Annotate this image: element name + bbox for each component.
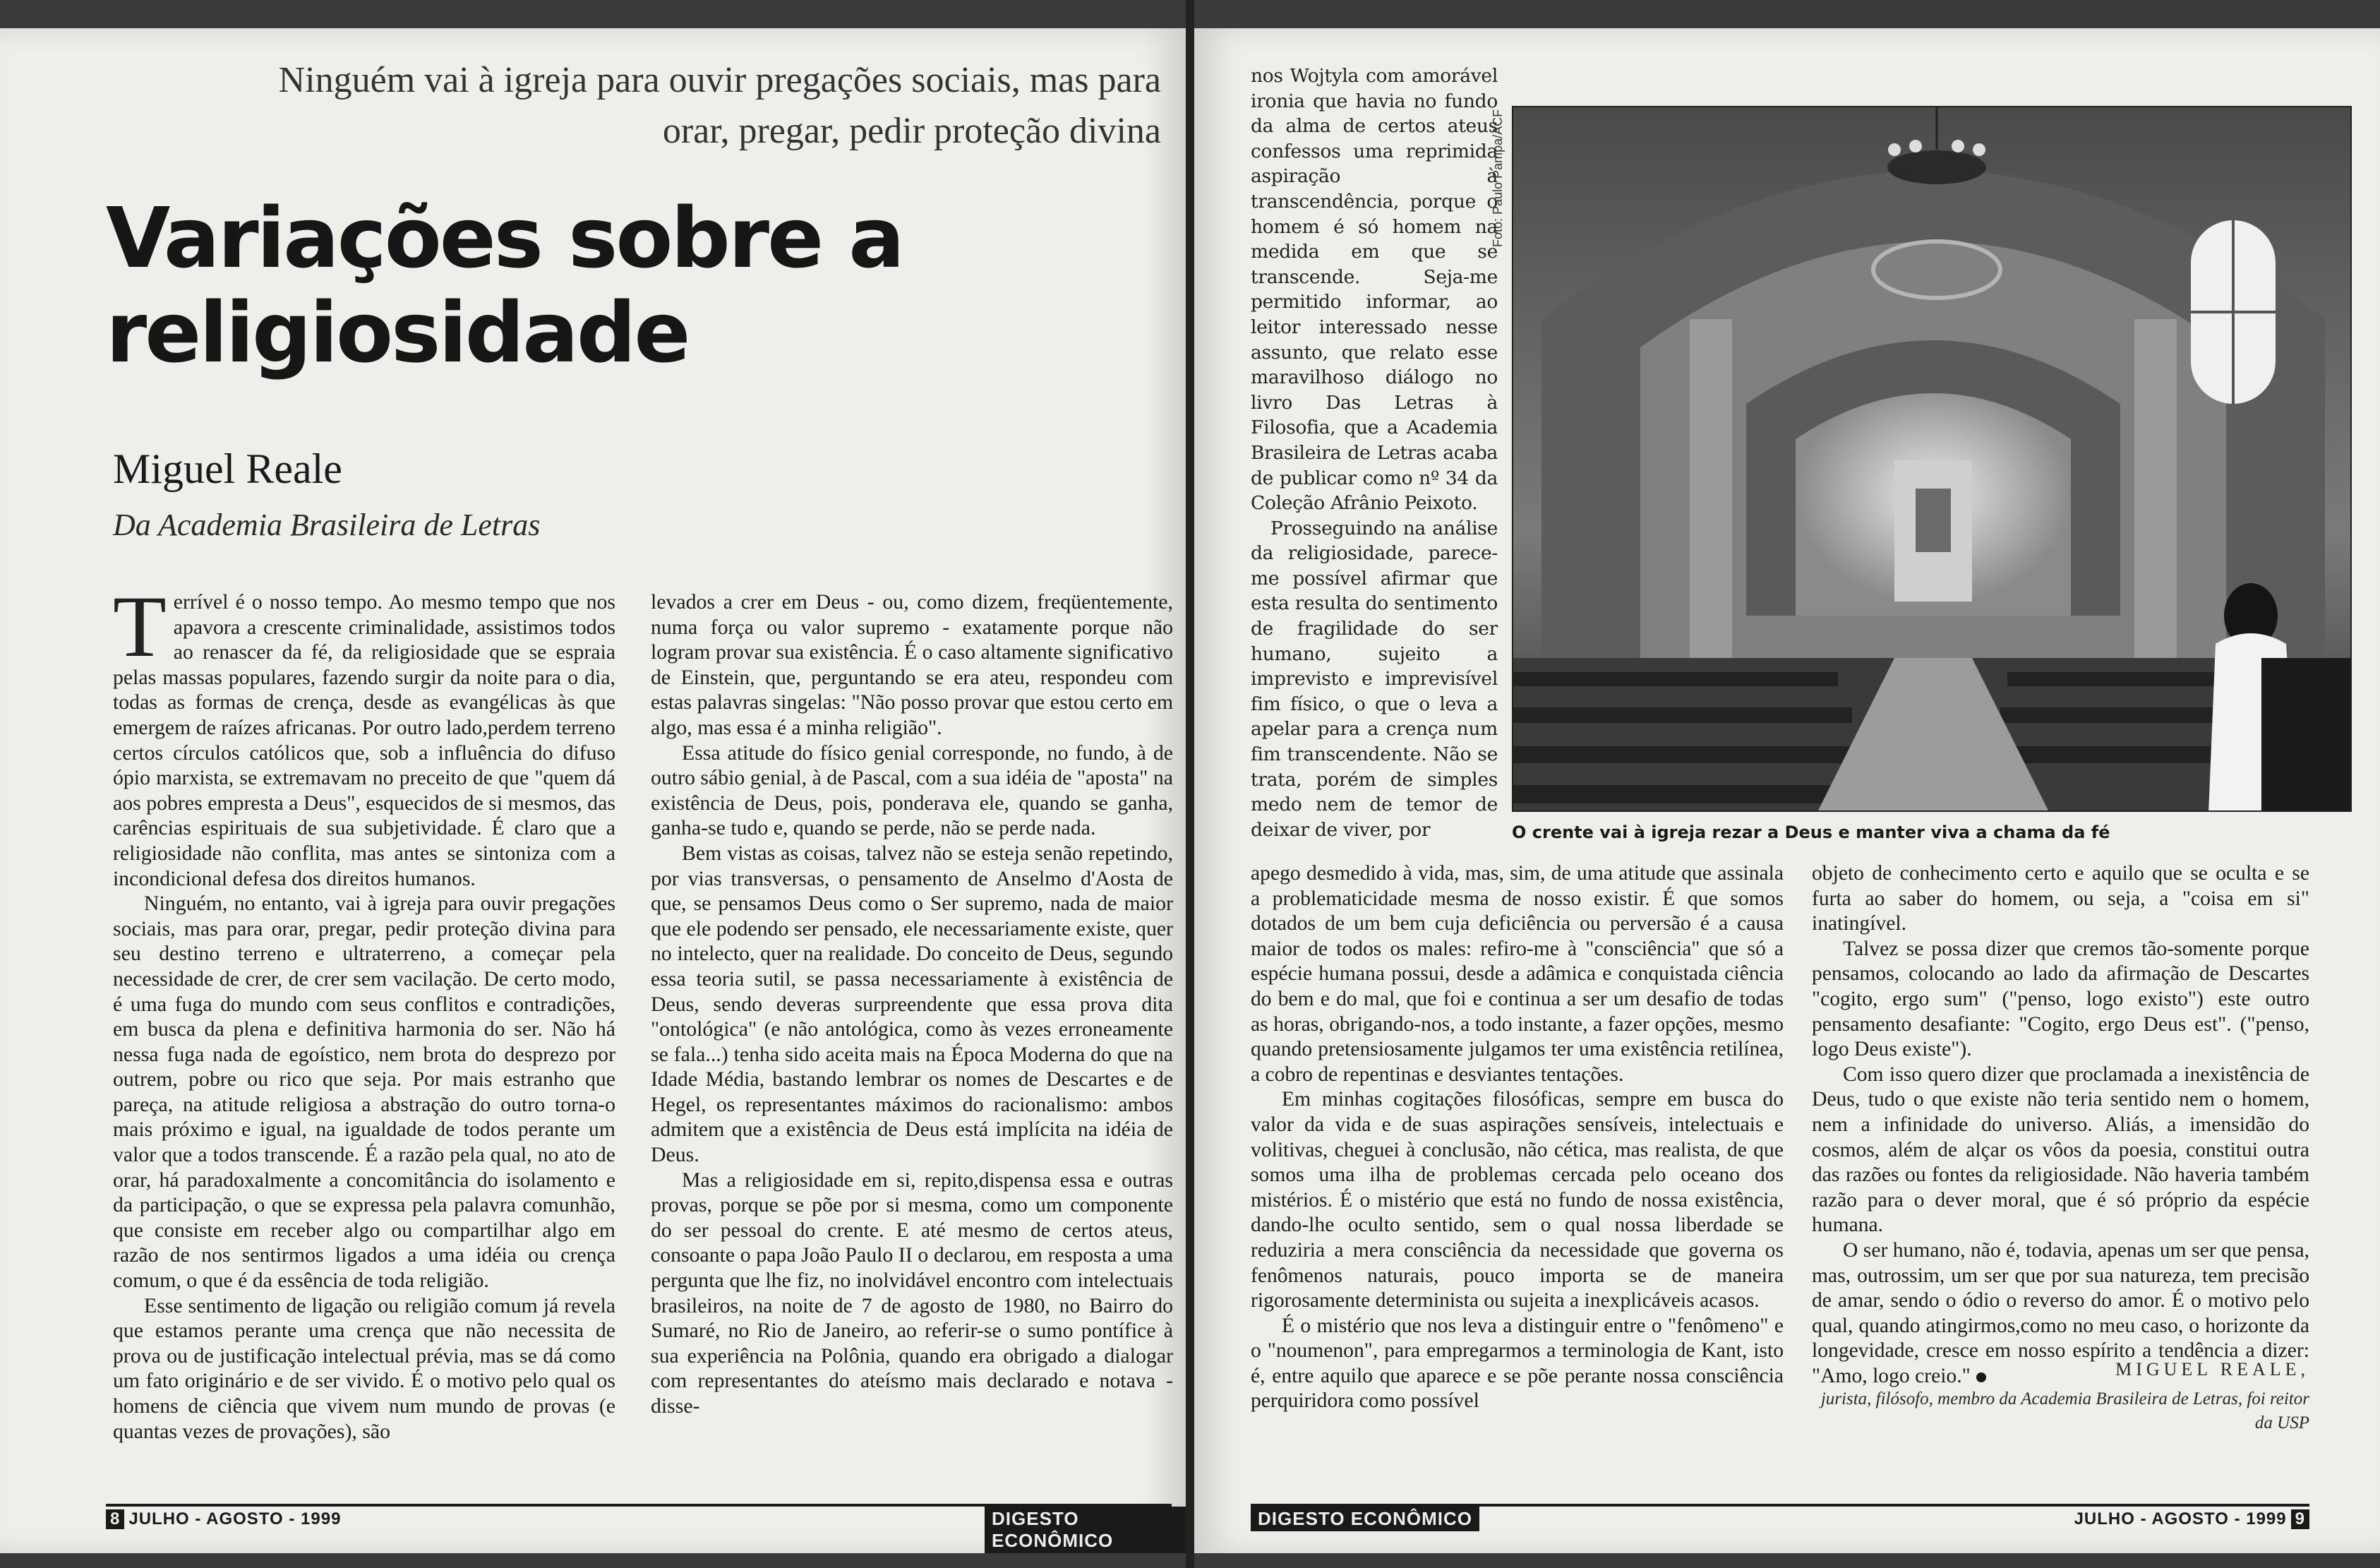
footer-left	[106, 1509, 341, 1529]
paragraph: Esse sentimento de ligação ou religião comum já revela que estamos perante uma crença que não necessita de prova ou de justificação intelectual prévia, mas se dá como um fato originário e de ser vivido. É o motivo pelo qual os homens de ciência que vivem num mundo de provas (e quantas vezes de provações), são	[113, 1293, 615, 1443]
paragraph: Bem vistas as coisas, talvez não se esteja senão repetindo, por vias transversas, o pensamento de Anselmo d'Aosta de que, se pensamos Deus como o Ser supremo, nada de maior que ele podendo ser pensado, ele necessariamente existe, quer no intelecto, quer na realidade. Do conceito de Deus, segundo essa teoria sutil, se passa necessariamente à existência de Deus, sendo deveras surpreendente que essa prova dita "ontológica" (e não antológica, como às vezes erroneamente se fala...) tenha sido aceita mais na Época Moderna do que na Idade Média, bastando lembrar os nomes de Descartes e de Hegel, os representantes máximos do racionalismo: ambos admitem que a existência de Deus está implícita na idéia de Deus.	[651, 841, 1173, 1167]
paragraph: Essa atitude do físico genial corresponde, no fundo, à de outro sábio genial, à de Pascal, com a sua idéia de "aposta" na existência de Deus, pois, ponderava ele, quando se ganha, ganha-se tudo e, quando se perde, não se perde nada.	[651, 741, 1173, 840]
photo-caption: O crente vai à igreja rezar a Deus e manter viva a chama da fé	[1512, 822, 2110, 842]
headline-line-2: religiosidade	[106, 284, 689, 381]
author-affiliation: Da Academia Brasileira de Letras	[113, 508, 541, 542]
paragraph: Terrível é o nosso tempo. Ao mesmo tempo que nos apavora a crescente criminalidade, assistimos todos ao renascer da fé, da religiosidade que se espraia pelas massas populares, fazendo surgir da noite para o dia, todas as formas de crença, desde as evangélicas às que emergem de raízes africanas. Por outro lado,perdem terreno certos círculos católicos que, sob a influência do difuso ópio marxista, se extremavam no preceito de que "quem dá aos pobres empresta a Deus", esquecidos de si mesmos, das carências espirituais de sua subjetividade. É claro que a religiosidade não conflita, mas antes se sintoniza com a incondicional defesa dos direitos humanos.	[113, 578, 615, 890]
article-column-2	[651, 590, 1173, 1518]
paragraph: objeto de conhecimento certo e aquilo que se oculta e se furta ao saber do homem, ou seja, a "coisa em si" inatingível.	[1812, 862, 2309, 935]
paragraph: apego desmedido à vida, mas, sim, de uma atitude que assinala a problematicidade mesma de nosso existir. É que somos dotados de um bem cuja deficiência ou perversão é a causa maior de todos os males: refiro-me à "consciência" que só a espécie humana possui, desde a adâmica e conquistada ciência do bem e do mal, que foi e continua a ser um desafio de todas as horas, obrigando-nos, a todo instante, a fazer opções, mesmo quando pretensiosamente julgamos ter uma existência retilínea, a cobro de repentinas e desviantes tentações.	[1251, 862, 1784, 1086]
article-column-3	[1251, 861, 1784, 1483]
paragraph: nos Wojtyla com amorável ironia que havia no fundo da alma de certos ateus confessos uma reprimida aspiração à transcendência, porque o homem é só homem na medida em que se transcende. Seja-me permitido informar, ao leitor interessado nesse assunto, que relato esse maravilhoso diálogo no livro Das Letras à Filosofia, que a Academia Brasileira de Letras acaba de publicar como nº 34 da Coleção Afrânio Peixoto.	[1251, 65, 1498, 515]
issue-date: JULHO - AGOSTO - 1999	[2074, 1509, 2287, 1528]
gutter	[1186, 0, 1194, 1568]
paragraph: Com isso quero dizer que proclamada a inexistência de Deus, tudo o que existe não teria sentido nem o homem, nem a infinidade do universo. Aliás, a imensidão do cosmos, além de alçar os vôos da poesia, constitui outra das razões ou fontes da religiosidade. Não haveria também razão para o dever moral, que é só próprio da espécie humana.	[1812, 1063, 2309, 1237]
paragraph: levados a crer em Deus - ou, como dizem, freqüentemente, numa força ou valor supremo - exatamente porque não logram provar sua existência. É o caso altamente significativo de Einstein, que, perguntando se era ateu, respondeu com estas palavras singelas: "Não posso provar que estou certo em algo, mas essa é a minha religião".	[651, 590, 1173, 739]
headline-line-1: Variações sobre a	[106, 189, 903, 287]
footer-right	[2074, 1509, 2309, 1529]
headline	[106, 191, 1023, 380]
paragraph: Talvez se possa dizer que cremos tão-somente porque pensamos, colocando ao lado da afirmação de Descartes "cogito, ergo sum" ("penso, logo existo") este outro pensamento desafiante: "Cogito, ergo Deus est". ("penso, logo Deus existe").	[1812, 937, 2309, 1061]
magazine-name: DIGESTO ECONÔMICO	[985, 1507, 1186, 1553]
right-page	[1194, 28, 2380, 1553]
page-number: 8	[106, 1509, 124, 1529]
issue-date: JULHO - AGOSTO - 1999	[128, 1509, 342, 1528]
drop-cap: T	[113, 578, 167, 675]
paragraph: É o mistério que nos leva a distinguir entre o "fenômeno" e o "noumenon", para empregarmos a terminologia de Kant, isto é, entre aquilo que aparece e se põe perante nossa consciência perquiridora como possível	[1251, 1314, 1784, 1413]
author-signature	[1812, 1359, 2309, 1435]
signature-description: jurista, filósofo, membro da Academia Brasileira de Letras, foi reitor da USP	[1820, 1389, 2309, 1432]
magazine-name: DIGESTO ECONÔMICO	[1251, 1507, 1479, 1531]
church-interior-photo	[1512, 106, 2352, 812]
author-name: Miguel Reale	[113, 445, 342, 492]
paragraph: O ser humano, não é, todavia, apenas um ser que pensa, mas, outrossim, um ser que por sua natureza, tem precisão de amar, sendo o ódio o reverso do amor. É o motivo pelo qual, quando atingirmos,como no meu caso, o horizonte da longevidade, cresce em nosso espírito a tendência a dizer: "Amo, logo creio."	[1812, 1238, 2309, 1387]
paragraph: Prosseguindo na análise da religiosidade, parece-me possível afirmar que esta resulta do sentimento de fragilidade do ser humano, sujeito a imprevisto e imprevisível fim físico, o que o leva a apelar para a crença num fim transcendente. Não se trata, porém de simples medo nem de temor de deixar de viver, por	[1251, 517, 1498, 841]
paragraph: Mas a religiosidade em si, repito,dispensa essa e outras provas, porque se põe por si mesma, como um componente do ser pessoal do crente. E até mesmo de certos ateus, consoante o papa João Paulo II o declarou, em resposta a uma pergunta que lhe fiz, no inolvidável encontro com intelectuais brasileiros, na noite de 7 de agosto de 1980, no Bairro do Sumaré, no Rio de Janeiro, ao referir-se o sumo pontífice à sua experiência na Polônia, quando era obrigado a dialogar com representantes do ateísmo mais declarado e notava - disse-	[651, 1168, 1173, 1418]
signature-name: MIGUEL REALE,	[2115, 1359, 2309, 1380]
paragraph: Ninguém, no entanto, vai à igreja para ouvir pregações sociais, mas para orar, pregar, pedir proteção divina para seu destino terreno e ultraterreno, a começar pela necessidade de crer, de crer sem vacilação. De certo modo, é uma fuga do mundo com seus conflitos e contradições, em busca da plena e definitiva harmonia do ser. Não há nessa fuga nada de egoístico, nem brota do desprezo por outrem, pobre ou rico que seja. Por mais estranho que pareça, na atitude religiosa a abstração do outro torna-o mais próximo e igual, na igualdade de todos perante um valor que a todos transcende. É a razão pela qual, no ato de orar, há paradoxalmente a concomitância do isolamento e da participação, o que se expressa pela palavra comunhão, que consiste em receber algo ou compartilhar algo em razão de nos sentirmos ligados a uma idéia ou crença comum, o que é da essência de toda religião.	[113, 892, 615, 1293]
kicker: Ninguém vai à igreja para ouvir pregações sociais, mas para orar, pregar, pedir proteção divina	[278, 60, 1161, 151]
article-column-1	[113, 578, 615, 1518]
narrow-column	[1251, 64, 1498, 842]
photo-credit: Foto: Paulo Pampa/ACF	[1491, 109, 1505, 247]
church-illustration	[1513, 107, 2352, 812]
page-number: 9	[2291, 1509, 2309, 1529]
paragraph: Em minhas cogitações filosóficas, sempre em busca do valor da vida e de suas aspirações sensíveis, intelectuais e volitivas, cheguei à conclusão, não cética, mas realista, de que somos uma ilha de problemas cercada pelo oceano dos mistérios. É o mistério que está no fundo de nossa existência, dando-lhe oculto sentido, sem o qual nossa liberdade se reduziria a mera consciência da necessidade que governa os fenômenos naturais, pouco importa se de maneira rigorosamente determinista ou sujeita a inexplicáveis acasos.	[1251, 1088, 1784, 1312]
left-page	[0, 28, 1186, 1553]
